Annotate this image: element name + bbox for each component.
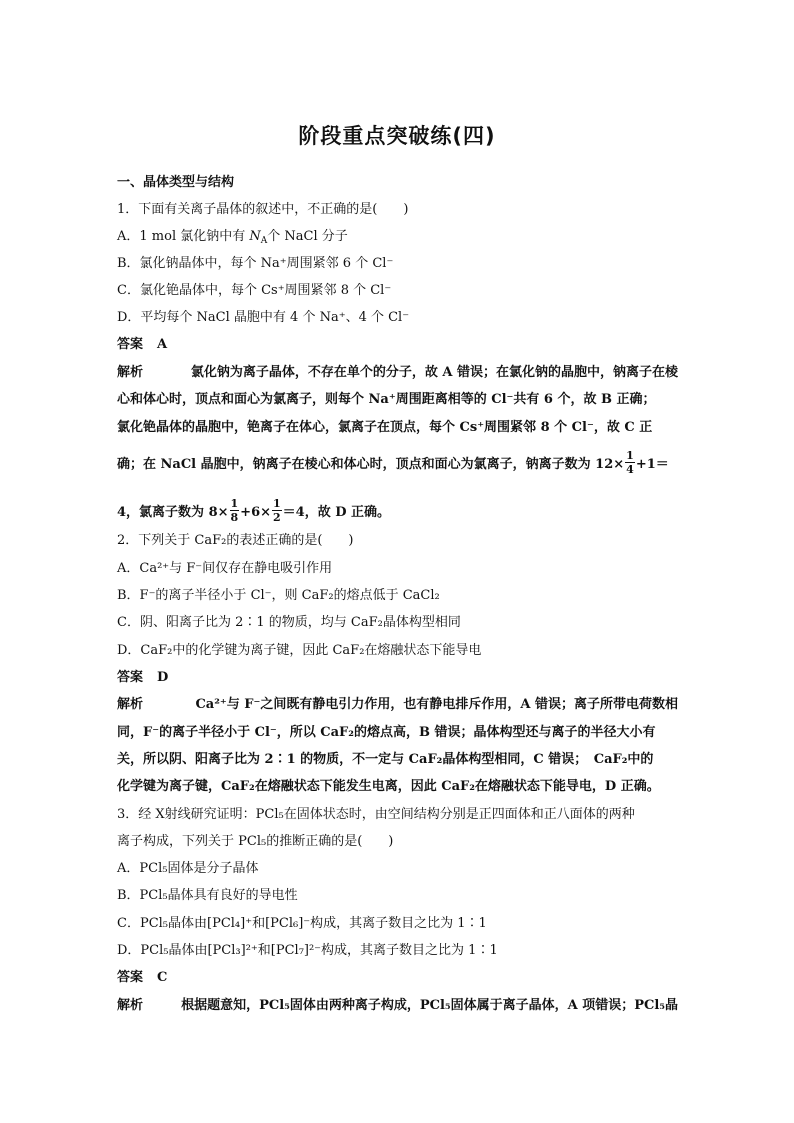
q1-explanation-line1: 解析 氯化钠为离子晶体，不存在单个的分子，故 A 错误；在氯化钠的晶胞中，钠离子在棱 (117, 365, 678, 380)
fraction: $\frac{1}{8}$ (230, 497, 239, 524)
page-title: 阶段重点突破练(四) (298, 124, 496, 148)
q3-option-a: A．PCl₅固体是分子晶体 (117, 861, 259, 876)
q2-explanation-line4: 化学键为离子键，CaF₂在熔融状态下能发生电离，因此 CaF₂在熔融状态下能导电，D 正确。 (117, 779, 660, 794)
q2-option-c: C．阴、阳离子比为 2∶1 的物质，均与 CaF₂晶体构型相同 (117, 615, 461, 630)
q3-option-d: D．PCl₅晶体由[PCl₃]²⁺和[PCl₇]²⁻构成，其离子数目之比为 1∶1 (117, 943, 498, 958)
q2-answer: 答案 D (117, 670, 169, 685)
q3-stem-line1: 3．经 X射线研究证明：PCl₅在固体状态时，由空间结构分别是正四面体和正八面体的两种 (117, 807, 635, 822)
fraction: $\frac{1}{2}$ (273, 497, 281, 524)
q2-option-d: D．CaF₂中的化学键为离子键，因此 CaF₂在熔融状态下能导电 (117, 643, 482, 658)
q1-option-c: C．氯化铯晶体中，每个 Cs⁺周围紧邻 8 个 Cl⁻ (117, 283, 392, 298)
q2-option-a: A．Ca²⁺与 F⁻间仅存在静电吸引作用 (117, 561, 333, 576)
q1-option-d: D．平均每个 NaCl 晶胞中有 4 个 Na⁺、4 个 Cl⁻ (117, 310, 410, 325)
q1-option-b: B．氯化钠晶体中，每个 Na⁺周围紧邻 6 个 Cl⁻ (117, 256, 394, 271)
q1-explanation-line3: 氯化铯晶体的晶胞中，铯离子在体心，氯离子在顶点，每个 Cs⁺周围紧邻 8 个 Cl⁻，故 C 正 (117, 420, 653, 435)
q1-answer: 答案 A (117, 337, 168, 352)
q1-stem: 1．下面有关离子晶体的叙述中，不正确的是( ) (117, 202, 409, 217)
q2-option-b: B．F⁻的离子半径小于 Cl⁻，则 CaF₂的熔点低于 CaCl₂ (117, 588, 440, 603)
q3-answer: 答案 C (117, 970, 168, 985)
q2-explanation-line3: 关，所以阴、阳离子比为 2∶1 的物质，不一定与 CaF₂晶体构型相同，C 错误； CaF₂中的 (117, 752, 654, 767)
q3-stem-line2: 离子构成，下列关于 PCl₅的推断正确的是( ) (117, 834, 394, 849)
q1-option-a: A．1 mol 氯化钠中有 $N_A$个 NaCl 分子 (117, 229, 348, 246)
section-heading: 一、晶体类型与结构 (117, 175, 235, 190)
q3-option-c: C．PCl₅晶体由[PCl₄]⁺和[PCl₆]⁻构成，其离子数目之比为 1∶1 (117, 916, 487, 931)
q2-stem: 2．下列关于 CaF₂的表述正确的是( ) (117, 533, 354, 548)
q3-explanation-line1: 解析 根据题意知，PCl₅固体由两种离子构成，PCl₅固体属于离子晶体，A 项错误；PCl₅晶 (117, 998, 678, 1013)
q1-explanation-line2: 心和体心时，顶点和面心为氯离子，则每个 Na⁺周围距离相等的 Cl⁻共有 6 个，故 B 正确； (117, 392, 656, 407)
q2-explanation-line2: 同，F⁻的离子半径小于 Cl⁻，所以 CaF₂的熔点高，B 错误；晶体构型还与离子的半径大小有 (117, 725, 656, 740)
q3-option-b: B．PCl₅晶体具有良好的导电性 (117, 888, 298, 903)
q2-explanation-line1: 解析 Ca²⁺与 F⁻之间既有静电引力作用，也有静电排斥作用，A 错误；离子所带电荷数相 (117, 697, 678, 712)
q1-explanation-line4: 确；在 NaCl 晶胞中，钠离子在棱心和体心时，顶点和面心为氯离子，钠离子数为 12× $\frac{1}{4}$ +1＝ (117, 449, 669, 476)
q1-explanation-line5: 4，氯离子数为 8× $\frac{1}{8}$ +6× $\frac{1}{2}$ ＝4，故 D 正确。 (117, 497, 391, 524)
fraction: $\frac{1}{4}$ (626, 449, 634, 476)
